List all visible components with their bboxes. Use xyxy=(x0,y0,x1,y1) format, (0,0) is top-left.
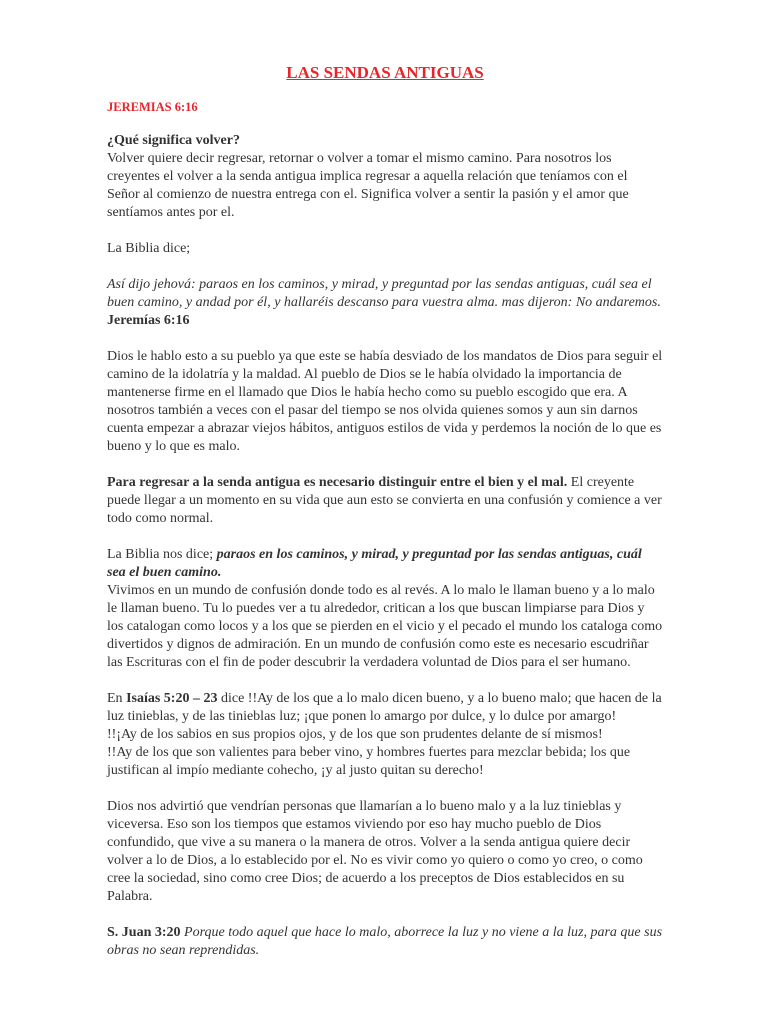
scripture-reference: S. Juan 3:20 xyxy=(107,925,181,940)
document-page xyxy=(107,62,663,978)
paragraph-distinguish-good-evil xyxy=(107,474,663,528)
scripture-quote: paraos en los caminos, y mirad, y preguntad por las sendas antiguas, cuál sea el buen camino. xyxy=(107,547,642,580)
scripture-quote: Así dijo jehová: paraos en los caminos, y mirad, y preguntad por las sendas antiguas, cuál sea el buen camino, y andad por él, y hallaréis descanso para vuestra alma. mas dijeron: No andaremos. xyxy=(107,277,661,310)
paragraph-isaiah xyxy=(107,690,663,780)
paragraph-text: El creyente puede llegar a un momento en su vida que aun esto se convierta en una confusión y comience a ver todo como normal. xyxy=(107,475,662,526)
paragraph-text: Dios nos advirtió que vendrían personas que llamarían a lo bueno malo y a la luz tinieblas y viceversa. Eso son los tiempos que estamos viviendo por eso hay mucho pueblo de Dios confundido, que vive a su manera o la manera de otros. Volver a la senda antigua quiere decir volver a lo de Dios, a lo establecido por el. No es vivir como yo quiero o como yo creo, o como cree la sociedad, sino como cree Dios; de acuerdo a los preceptos de Dios establecidos en su Palabra. xyxy=(107,799,643,904)
paragraph-world-confusion xyxy=(107,546,663,672)
emphasis-text: Para regresar a la senda antigua es necesario distinguir entre el bien y el mal. xyxy=(107,475,568,490)
scripture-line: !!Ay de los que son valientes para beber vino, y hombres fuertes para mezclar bebida; los que justifican al impío mediante cohecho, ¡y al justo quitan su derecho! xyxy=(107,745,631,778)
paragraph-text: La Biblia dice; xyxy=(107,241,191,256)
paragraph-god-warned xyxy=(107,798,663,906)
scripture-reference: Isaías 5:20 – 23 xyxy=(126,691,218,706)
section-heading: ¿Qué significa volver? xyxy=(107,133,240,148)
scripture-reference: Jeremías 6:16 xyxy=(107,313,190,328)
scripture-quote: Porque todo aquel que hace lo malo, aborrece la luz y no viene a la luz, para que sus obras no sean reprendidas. xyxy=(107,925,663,958)
paragraph-text: Volver quiere decir regresar, retornar o volver a tomar el mismo camino. Para nosotros los creyentes el volver a la senda antigua implica regresar a aquella relación que teníamos con el Señor al comienzo de nuestra entrega con el. Significa volver a sentir la pasión y el amor que sentíamos antes por el. xyxy=(107,151,629,220)
paragraph-text: Vivimos en un mundo de confusión donde todo es al revés. A lo malo le llaman bueno y a lo malo le llaman bueno. Tu lo puedes ver a tu alrededor, critican a los que buscan limpiarse para Dios y los catalogan como locos y a los que se pierden en el vicio y el pecado el mundo los cataloga como divertidos y dignos de admiración. En un mundo de confusión como este es necesario escudriñar las Escrituras con el fin de poder descubrir la verdadera voluntad de Dios para el ser humano. xyxy=(107,583,663,670)
paragraph-text: Dios le hablo esto a su pueblo ya que este se había desviado de los mandatos de Dios para seguir el camino de la idolatría y la maldad. Al pueblo de Dios se le había olvidado la importancia de mantenerse firme en el llamado que Dios le había hecho como su pueblo escogido que era. A nosotros también a veces con el pasar del tiempo se nos olvida quienes somos y aun sin darnos cuenta empezar a abrazar viejos hábitos, antiguos estilos de vida y perdemos la noción de lo que es bueno y lo que es malo. xyxy=(107,349,663,454)
paragraph-bible-says xyxy=(107,240,663,258)
lead-text: La Biblia nos dice; xyxy=(107,547,217,562)
scripture-line: dice !!Ay de los que a lo malo dicen bueno, y a lo bueno malo; que hacen de la luz tinieblas, y de las tinieblas luz; ¡que ponen lo amargo por dulce, y lo dulce por amargo! xyxy=(107,691,662,724)
paragraph-john xyxy=(107,924,663,960)
paragraph-jeremiah-quote xyxy=(107,276,663,330)
paragraph-god-spoke xyxy=(107,348,663,456)
paragraph-what-means-return xyxy=(107,132,663,222)
document-title: LAS SENDAS ANTIGUAS xyxy=(286,63,484,82)
scripture-line: !!¡Ay de los sabios en sus propios ojos, y de los que son prudentes delante de sí mismos! xyxy=(107,727,603,742)
scripture-reference-header: JEREMIAS 6:16 xyxy=(107,100,198,114)
lead-text: En xyxy=(107,691,127,706)
